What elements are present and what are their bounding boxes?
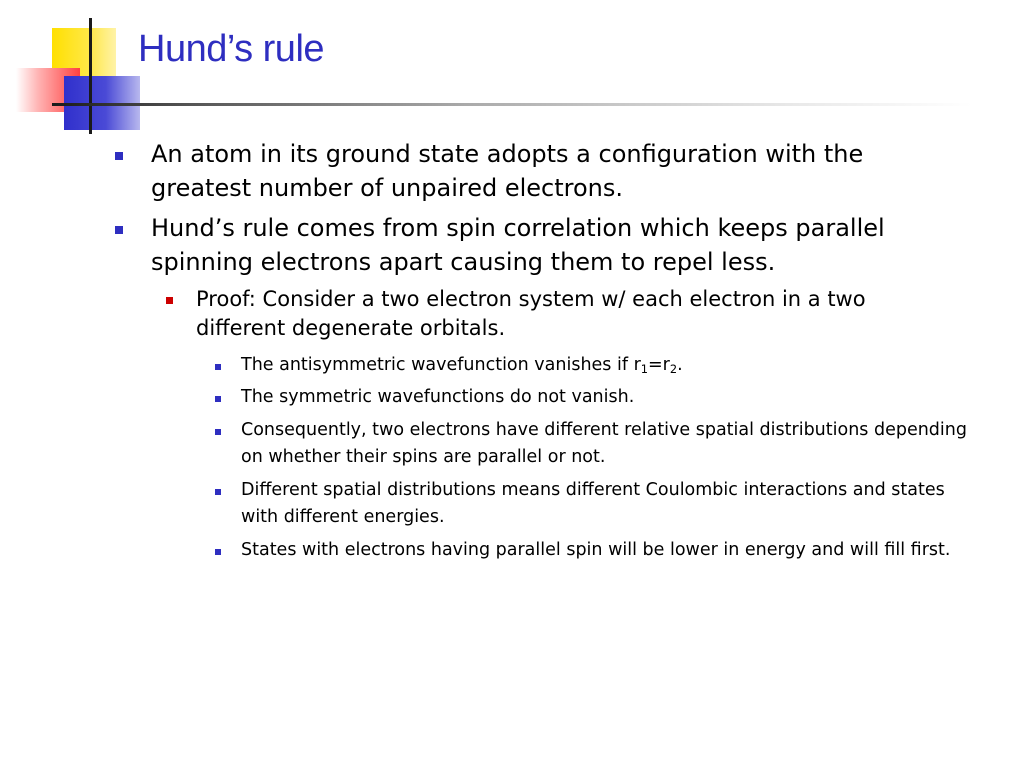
- bullet-square-icon: [166, 297, 173, 304]
- bullet-square-icon: [215, 489, 221, 495]
- bullet-level3-item: Different spatial distributions means different Coulombic interactions and states with different energies.: [241, 480, 945, 527]
- bullet-square-icon: [115, 226, 123, 234]
- text-segment: .: [677, 355, 683, 375]
- bullet-level1-item: An atom in its ground state adopts a configuration with the greatest number of unpaired electrons.: [151, 140, 864, 202]
- bullet-level1-item: Hund’s rule comes from spin correlation which keeps parallel spinning electrons apart causing them to repel less.: [151, 214, 885, 276]
- bullet-level3-item: The symmetric wavefunctions do not vanish.: [241, 387, 635, 407]
- text-segment: =r: [648, 355, 670, 375]
- bullet-square-icon: [215, 364, 221, 370]
- bullet-square-icon: [215, 396, 221, 402]
- bullet-level2-item: Proof: Consider a two electron system w/ each electron in a two different degenerate orbitals.: [196, 287, 866, 340]
- bullet-level3-item: States with electrons having parallel spin will be lower in energy and will fill first.: [241, 540, 951, 560]
- bullet-level3-item: [241, 352, 986, 379]
- bullet-level3-item: Consequently, two electrons have different relative spatial distributions depending on whether their spins are parallel or not.: [241, 420, 967, 467]
- vertical-rule: [89, 18, 92, 134]
- subscript: 1: [640, 361, 648, 376]
- text-segment: The antisymmetric wavefunction vanishes if r: [241, 355, 641, 375]
- bullet-square-icon: [115, 152, 123, 160]
- subscript: 2: [669, 361, 678, 376]
- slide-title: Hund’s rule: [138, 28, 325, 70]
- bullet-square-icon: [215, 429, 221, 435]
- bullet-square-icon: [215, 549, 221, 555]
- title-underline-rule: [52, 103, 972, 106]
